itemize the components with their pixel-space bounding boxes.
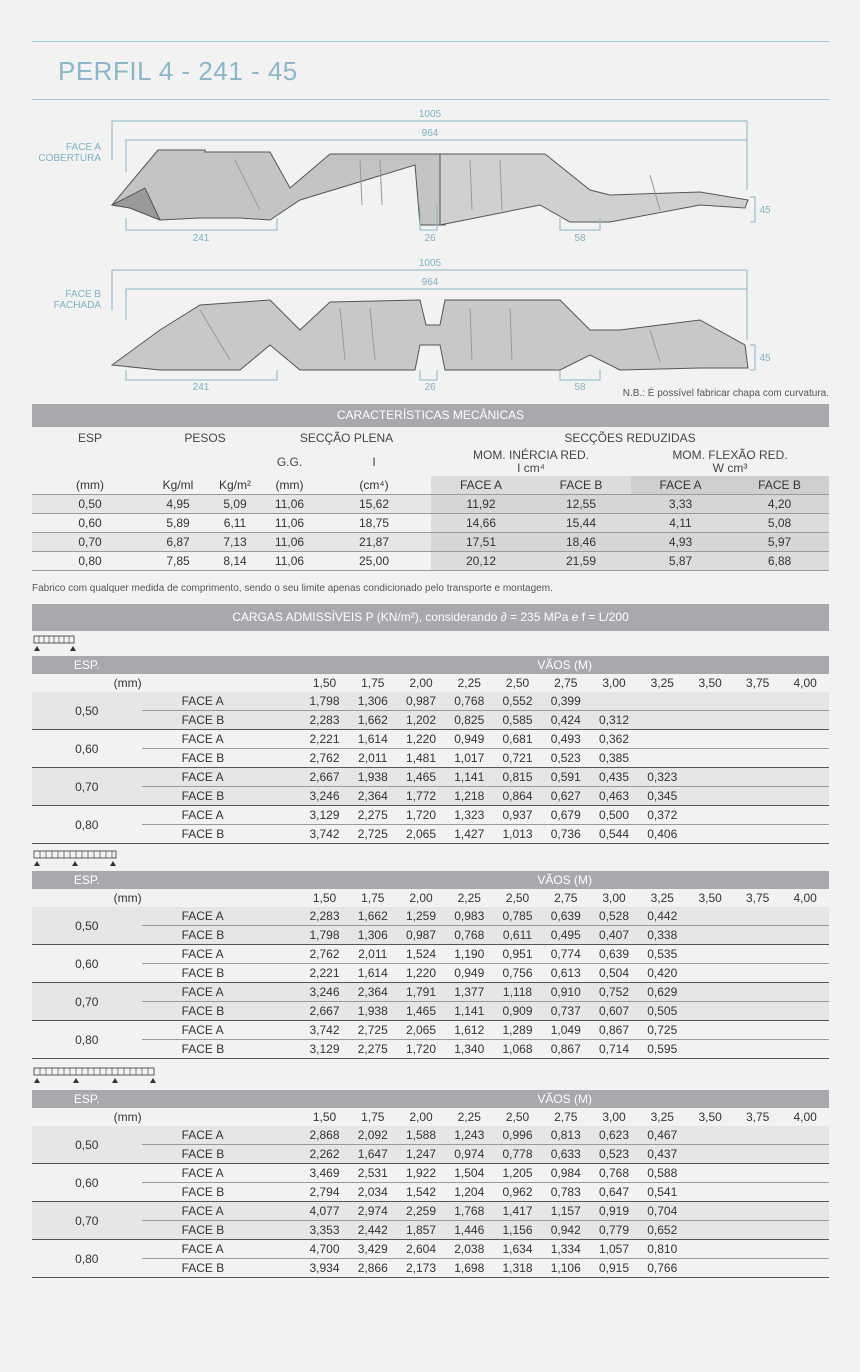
table-row: FACE B 3,742 2,725 2,065 1,427 1,013 0,736 0,544 0,406 xyxy=(32,825,829,844)
h-i: I xyxy=(372,455,376,469)
table-row: 0,60 FACE A 2,762 2,011 1,524 1,190 0,951 0,774 0,639 0,535 xyxy=(32,945,829,964)
face-a-label: FACE A COBERTURA xyxy=(38,142,101,164)
face-b-label: FACE B FACHADA xyxy=(53,289,101,311)
dim-rib-a: 26 xyxy=(424,233,436,244)
loads-band: CARGAS ADMISSÍVEIS P (KN/m²), considerando ∂ = 235 MPa e f = L/200 xyxy=(32,604,829,631)
mechanical-table: ESP PESOS SECÇÃO PLENA SECÇÕES REDUZIDAS G.G. I MOM. INÉRCIA RED. I cm⁴ MOM. FLEXÃO RED. W cm³ (mm) Kg/ml Kg/m² (mm) (cm⁴) FACE A FACE B FACE A FACE B 0,50 4,95 5,09 11,06 15,62 11,92 12,55 3,33 4,20 0,60 5,89 6,11 11,06 18,75 14,66 15,44 4,11 5,08 0,70 6,87 7,13 11,06 21,87 17,51 18,46 4,93 5,97 0,80 7,85 8,14 11,06 25,00 20,12 21,59 5,87 6,88 xyxy=(32,428,829,571)
dim-height-b: 45 xyxy=(759,353,771,364)
single-span-icon xyxy=(32,634,92,654)
table-row: 0,50 FACE A 2,283 1,662 1,259 0,983 0,785 0,639 0,528 0,442 xyxy=(32,907,829,926)
load-table-1: ESP. VÃOS (M) (mm) 1,50 1,75 2,00 2,25 2,50 2,75 3,00 3,25 3,50 3,75 4,00 0,50 FACE A 1,798 1,306 0,987 0,768 0,552 0,399 FACE B 2,283 1,662 1,202 0,825 0,585 0,424 0,312 0,60 FACE A 2,221 1,614 1,220 0,949 0,681 0,493 0,362 FACE B 2,762 2,011 1,481 1,017 0,721 0,523 0,385 0,70 FACE A 2,667 1,938 1,465 1,141 0,815 0,591 0,435 0,323 FACE B 3,246 2,364 1,772 1,218 0,864 0,627 0,463 0,345 0,80 FACE A 3,129 2,275 1,720 1,323 0,937 0,679 0,500 0,372 FACE B 3,742 2,725 2,065 1,427 1,013 0,736 0,544 0,406 xyxy=(32,656,829,844)
dim-pitch-a: 241 xyxy=(192,233,210,244)
table-row: FACE B 2,667 1,938 1,465 1,141 0,909 0,737 0,607 0,505 xyxy=(32,1002,829,1021)
table-row: 0,80 FACE A 3,129 2,275 1,720 1,323 0,937 0,679 0,500 0,372 xyxy=(32,806,829,825)
curvature-note: N.B.: É possível fabricar chapa com curvatura. xyxy=(622,388,829,399)
h-seccoes-reduzidas: SECÇÕES REDUZIDAS xyxy=(564,431,696,445)
table-row: FACE B 1,798 1,306 0,987 0,768 0,611 0,495 0,407 0,338 xyxy=(32,926,829,945)
table-row: FACE B 3,129 2,275 1,720 1,340 1,068 0,867 0,714 0,595 xyxy=(32,1040,829,1059)
table-row: FACE B 2,221 1,614 1,220 0,949 0,756 0,613 0,504 0,420 xyxy=(32,964,829,983)
table-row: FACE B 2,762 2,011 1,481 1,017 0,721 0,523 0,385 xyxy=(32,749,829,768)
load-table-3: ESP. VÃOS (M) (mm) 1,50 1,75 2,00 2,25 2,50 2,75 3,00 3,25 3,50 3,75 4,00 0,50 FACE A 2,868 2,092 1,588 1,243 0,996 0,813 0,623 0,467 FACE B 2,262 1,647 1,247 0,974 0,778 0,633 0,523 0,437 0,60 FACE A 3,469 2,531 1,922 1,504 1,205 0,984 0,768 0,588 FACE B 2,794 2,034 1,542 1,204 0,962 0,783 0,647 0,541 0,70 FACE A 4,077 2,974 2,259 1,768 1,417 1,157 0,919 0,704 FACE B 3,353 2,442 1,857 1,446 1,156 0,942 0,779 0,652 0,80 FACE A 4,700 3,429 2,604 2,038 1,634 1,334 1,057 0,810 FACE B 3,934 2,866 2,173 1,698 1,318 1,106 0,915 0,766 xyxy=(32,1090,829,1278)
dim-rib-b: 26 xyxy=(424,382,436,393)
table-row: 0,70 FACE A 4,077 2,974 2,259 1,768 1,417 1,157 0,919 0,704 xyxy=(32,1202,829,1221)
dim-flat-a: 58 xyxy=(574,233,586,244)
mechanical-rows xyxy=(32,495,829,571)
table-row: 0,50 4,95 5,09 11,06 15,62 11,92 12,55 3,33 4,20 xyxy=(32,495,829,514)
table-row: 0,80 7,85 8,14 11,06 25,00 20,12 21,59 5,87 6,88 xyxy=(32,552,829,571)
table-row: 0,80 FACE A 3,742 2,725 2,065 1,612 1,289 1,049 0,867 0,725 xyxy=(32,1021,829,1040)
load-table-2: ESP. VÃOS (M) (mm) 1,50 1,75 2,00 2,25 2,50 2,75 3,00 3,25 3,50 3,75 4,00 0,50 FACE A 2,283 1,662 1,259 0,983 0,785 0,639 0,528 0,442 FACE B 1,798 1,306 0,987 0,768 0,611 0,495 0,407 0,338 0,60 FACE A 2,762 2,011 1,524 1,190 0,951 0,774 0,639 0,535 FACE B 2,221 1,614 1,220 0,949 0,756 0,613 0,504 0,420 0,70 FACE A 3,246 2,364 1,791 1,377 1,118 0,910 0,752 0,629 FACE B 2,667 1,938 1,465 1,141 0,909 0,737 0,607 0,505 0,80 FACE A 3,742 2,725 2,065 1,612 1,289 1,049 0,867 0,725 FACE B 3,129 2,275 1,720 1,340 1,068 0,867 0,714 0,595 xyxy=(32,871,829,1059)
table-row: 0,70 FACE A 2,667 1,938 1,465 1,141 0,815 0,591 0,435 0,323 xyxy=(32,768,829,787)
table-row: FACE B 3,353 2,442 1,857 1,446 1,156 0,942 0,779 0,652 xyxy=(32,1221,829,1240)
dim-pitch-b: 241 xyxy=(192,382,210,393)
table-row: 0,60 5,89 6,11 11,06 18,75 14,66 15,44 4,11 5,08 xyxy=(32,514,829,533)
table-row: FACE B 2,283 1,662 1,202 0,825 0,585 0,424 0,312 xyxy=(32,711,829,730)
triple-span-icon xyxy=(32,1066,172,1086)
page-title: PERFIL 4 - 241 - 45 xyxy=(58,56,298,86)
mechanical-footnote: Fabrico com qualquer medida de comprimento, sendo o seu limite apenas condicionado pelo transporte e montagem. xyxy=(32,583,553,594)
dim-total-b: 1005 xyxy=(418,258,442,269)
table-row: FACE B 3,246 2,364 1,772 1,218 0,864 0,627 0,463 0,345 xyxy=(32,787,829,806)
mechanical-band: CARACTERÍSTICAS MECÂNICAS xyxy=(32,404,829,427)
table-row: 0,50 FACE A 1,798 1,306 0,987 0,768 0,552 0,399 xyxy=(32,692,829,711)
profile-face-b xyxy=(112,300,748,370)
table-row: 0,50 FACE A 2,868 2,092 1,588 1,243 0,996 0,813 0,623 0,467 xyxy=(32,1126,829,1145)
dim-height-a: 45 xyxy=(759,205,771,216)
table-row: FACE B 2,794 2,034 1,542 1,204 0,962 0,783 0,647 0,541 xyxy=(32,1183,829,1202)
h-pesos: PESOS xyxy=(184,431,226,445)
h-esp: ESP xyxy=(77,431,102,445)
table-row: 0,60 FACE A 3,469 2,531 1,922 1,504 1,205 0,984 0,768 0,588 xyxy=(32,1164,829,1183)
profile-drawing xyxy=(0,100,860,400)
h-mom-flexao: MOM. FLEXÃO RED. W cm³ xyxy=(672,448,788,475)
table-row: FACE B 2,262 1,647 1,247 0,974 0,778 0,633 0,523 0,437 xyxy=(32,1145,829,1164)
h-gg: G.G. xyxy=(276,455,303,469)
dim-total-a: 1005 xyxy=(418,109,442,120)
dim-useful-a: 964 xyxy=(421,128,439,139)
top-rule xyxy=(32,41,829,42)
table-row: 0,70 FACE A 3,246 2,364 1,791 1,377 1,118 0,910 0,752 0,629 xyxy=(32,983,829,1002)
table-row: 0,70 6,87 7,13 11,06 21,87 17,51 18,46 4,93 5,97 xyxy=(32,533,829,552)
double-span-icon xyxy=(32,849,132,869)
h-mom-inercia: MOM. INÉRCIA RED. I cm⁴ xyxy=(472,448,589,475)
profile-face-a xyxy=(112,150,748,225)
table-row: FACE B 3,934 2,866 2,173 1,698 1,318 1,106 0,915 0,766 xyxy=(32,1259,829,1278)
h-seccao-plena: SECÇÃO PLENA xyxy=(299,431,394,445)
table-row: 0,60 FACE A 2,221 1,614 1,220 0,949 0,681 0,493 0,362 xyxy=(32,730,829,749)
table-row: 0,80 FACE A 4,700 3,429 2,604 2,038 1,634 1,334 1,057 0,810 xyxy=(32,1240,829,1259)
dim-useful-b: 964 xyxy=(421,277,439,288)
dim-flat-b: 58 xyxy=(574,382,586,393)
